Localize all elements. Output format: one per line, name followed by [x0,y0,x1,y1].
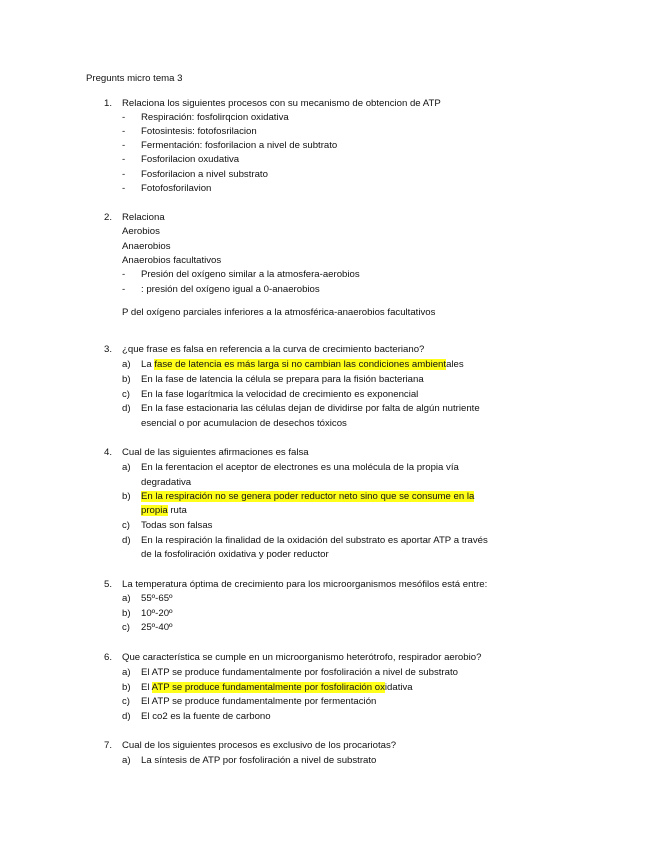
q4-option-letter: c) [122,520,130,531]
q6-option-letter: d) [122,711,131,722]
q7-option-letter: a) [122,755,131,766]
q7-option-a: La síntesis de ATP por fosfoliración a nivel de substrato [141,755,377,766]
q5-number: 5. [104,579,113,590]
q4-option-b [141,491,474,503]
q6-number: 6. [104,652,113,663]
q6-option-letter: c) [122,696,130,707]
q3-number: 3. [104,344,113,355]
q5-option-a: 55º-65º [141,593,173,604]
q4-option-letter: b) [122,491,131,502]
q2-dash: - [122,269,126,280]
q6-option-d: El co2 es la fuente de carbono [141,711,271,722]
q4-text: Cual de las siguientes afirmaciones es falsa [122,447,309,458]
q2-dash: - [122,284,126,295]
q6-option-b-highlight: ATP se produce fundamentalmente por fosfoliración ox [151,682,385,693]
q6-option-letter: b) [122,682,131,693]
q7-text: Cual de los siguientes procesos es exclusivo de los procariotas? [122,740,397,751]
q3-option-a-prefix: La [141,359,155,370]
q6-option-letter: a) [122,667,131,678]
q5-option-b: 10º-20º [141,608,173,619]
q3-option-letter: c) [122,389,130,400]
q3-option-letter: b) [122,374,131,385]
q3-text: ¿que frase es falsa en referencia a la curva de crecimiento bacteriano? [122,344,425,355]
q1-item: Fosforilacion a nivel substrato [141,169,268,180]
q3-option-b: En la fase de latencia la célula se prepara para la fisión bacteriana [141,374,424,385]
q3-option-d-cont: esencial o por acumulacion de desechos tóxicos [141,418,347,429]
q2-line: Anaerobios facultativos [122,255,222,266]
q1-item: Fermentación: fosforilacion a nivel de subtrato [141,140,338,151]
q6-option-b [141,682,413,694]
q3-option-letter: d) [122,403,131,414]
q2-text: Relaciona [122,212,165,223]
q5-option-letter: c) [122,622,130,633]
q6-text: Que característica se cumple en un microorganismo heterótrofo, respirador aerobio? [122,652,482,663]
q5-option-letter: b) [122,608,131,619]
q7-number: 7. [104,740,113,751]
q4-number: 4. [104,447,113,458]
q4-option-b-cont-suffix: ruta [167,505,187,516]
q2-item: Presión del oxígeno similar a la atmosfera-aerobios [141,269,360,280]
q1-dash: - [122,126,126,137]
q4-option-b-cont [141,505,187,517]
q5-text: La temperatura óptima de crecimiento para los microorganismos mesófilos está entre: [122,579,488,590]
q6-option-b-prefix: El [141,682,152,693]
q6-option-a: El ATP se produce fundamentalmente por fosfoliración a nivel de substrato [141,667,458,678]
q4-option-b-cont-highlight: propia [141,505,168,516]
q1-dash: - [122,183,126,194]
q3-option-d: En la fase estacionaria las células dejan de dividirse por falta de algún nutriente [141,403,480,414]
q4-option-letter: d) [122,535,131,546]
q4-option-letter: a) [122,462,131,473]
q2-note: P del oxígeno parciales inferiores a la atmosférica-anaerobios facultativos [122,307,436,318]
q1-item: Respiración: fosfolirqcion oxidativa [141,112,289,123]
q3-option-a [141,359,464,371]
q2-item: : presión del oxígeno igual a 0-anaerobios [141,284,320,295]
q2-number: 2. [104,212,113,223]
q2-line: Anaerobios [122,241,171,252]
q4-option-d-cont: de la fosfoliración oxidativa y poder reductor [141,549,329,560]
q1-number: 1. [104,98,113,109]
q1-dash: - [122,112,126,123]
q4-option-b-highlight: En la respiración no se genera poder reductor neto sino que se consume en la [141,491,475,502]
q4-option-a-cont: degradativa [141,477,192,488]
q1-dash: - [122,169,126,180]
q5-option-letter: a) [122,593,131,604]
q5-option-c: 25º-40º [141,622,173,633]
q1-item: Fotofosforilavion [141,183,212,194]
q3-option-letter: a) [122,359,131,370]
q1-text: Relaciona los siguientes procesos con su mecanismo de obtencion de ATP [122,98,441,109]
q3-option-a-highlight: fase de latencia es más larga si no cambian las condiciones ambient [154,359,447,370]
q1-dash: - [122,154,126,165]
q4-option-d: En la respiración la finalidad de la oxidación del substrato es aportar ATP a través [141,535,488,546]
q1-item: Fotosintesis: fotofosrilacion [141,126,257,137]
q4-option-a: En la ferentacion el aceptor de electrones es una molécula de la propia vía [141,462,459,473]
q3-option-a-suffix: ales [446,359,464,370]
q2-line: Aerobios [122,226,160,237]
q3-option-c: En la fase logarítmica la velocidad de crecimiento es exponencial [141,389,419,400]
q6-option-b-suffix: idativa [384,682,413,693]
document-title: Pregunts micro tema 3 [86,73,183,84]
q1-dash: - [122,140,126,151]
q1-item: Fosforilacion oxudativa [141,154,240,165]
q6-option-c: El ATP se produce fundamentalmente por fermentación [141,696,377,707]
q4-option-c: Todas son falsas [141,520,213,531]
